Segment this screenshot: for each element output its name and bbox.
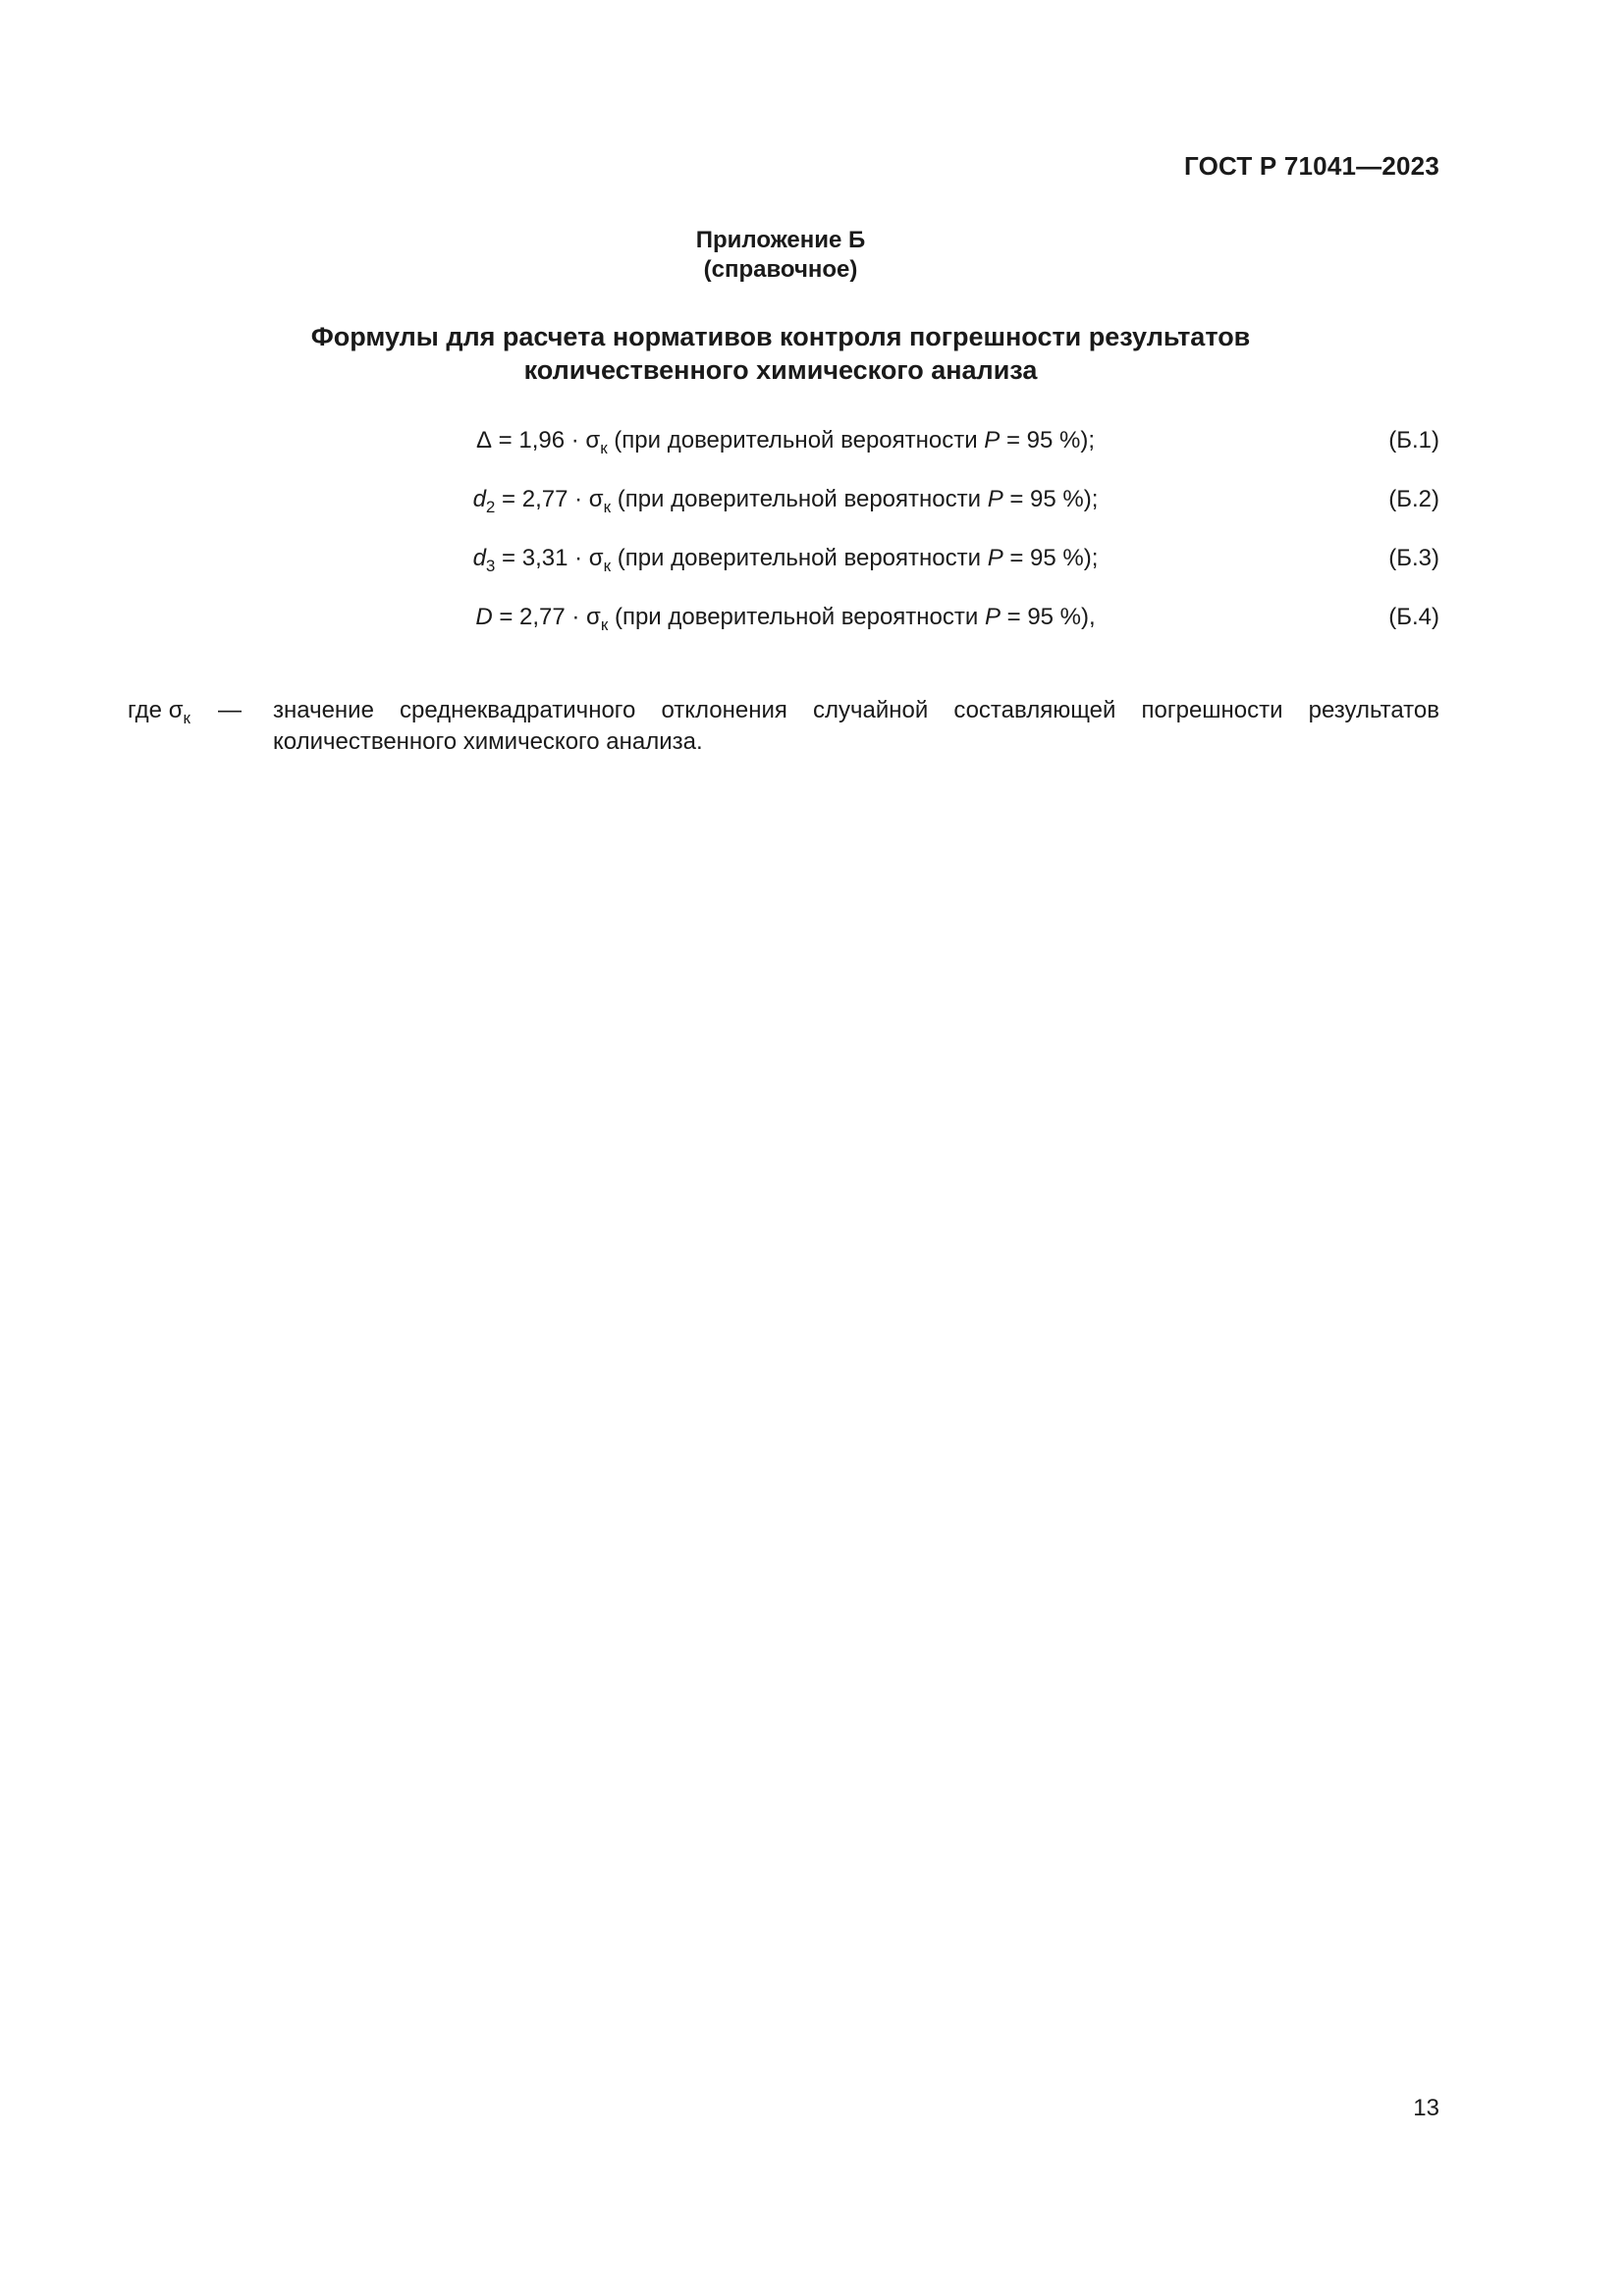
formula-expression	[442, 483, 1129, 516]
appendix-title: Приложение Б	[695, 227, 866, 253]
formula-condition-pre: (при доверительной вероятности	[607, 427, 985, 454]
formula-variable: P	[984, 427, 1001, 454]
formula-expression	[442, 424, 1129, 457]
formula-b3	[442, 542, 1439, 575]
document-code: ГОСТ Р 71041—2023	[1184, 151, 1439, 181]
where-description: значение среднеквадратичного отклонения случайной составляющей погрешности результатов количественного химического анализа.	[273, 697, 1439, 755]
where-term-text: где σ	[128, 697, 184, 723]
sigma-subscript: к	[603, 557, 612, 575]
heading-line-1: Формулы для расчета нормативов контроля погрешности результатов	[310, 322, 1251, 351]
formula-rhs: = 1,96 · σ	[492, 427, 601, 454]
formula-b2	[442, 483, 1439, 516]
formula-condition-post: = 95 %);	[1002, 486, 1099, 512]
appendix-title-block	[0, 226, 1561, 285]
where-term	[128, 695, 190, 726]
formula-variable: P	[987, 486, 1003, 512]
formula-lhs-sub: 3	[485, 557, 496, 575]
formula-number: (Б.3)	[1388, 545, 1439, 571]
sigma-subscript: к	[603, 498, 612, 516]
formula-condition-pre: (при доверительной вероятности	[611, 545, 988, 571]
formula-number: (Б.4)	[1388, 604, 1439, 630]
formula-variable: P	[987, 545, 1003, 571]
formula-rhs: = 3,31 · σ	[495, 545, 604, 571]
formula-number: (Б.2)	[1388, 486, 1439, 512]
formula-condition-pre: (при доверительной вероятности	[608, 604, 985, 630]
formula-condition-post: = 95 %),	[1000, 604, 1096, 630]
where-clause	[128, 695, 1439, 758]
formula-expression	[442, 542, 1129, 575]
formula-rhs: = 2,77 · σ	[492, 604, 601, 630]
formula-b1	[442, 424, 1439, 457]
formula-number: (Б.1)	[1388, 427, 1439, 454]
formula-condition-post: = 95 %);	[1000, 427, 1096, 454]
page-number: 13	[1413, 2095, 1439, 2121]
formula-variable: P	[984, 604, 1001, 630]
formula-b4	[442, 601, 1439, 634]
sigma-subscript: к	[600, 439, 608, 457]
formula-lhs: d	[472, 486, 486, 512]
appendix-type: (справочное)	[703, 256, 858, 283]
formula-lhs: d	[472, 545, 486, 571]
formula-lhs: D	[475, 604, 493, 630]
formula-lhs: Δ	[475, 427, 492, 454]
where-term-sub: к	[183, 709, 190, 727]
formula-expression	[442, 601, 1129, 634]
where-dash: —	[218, 697, 242, 723]
formula-condition-post: = 95 %);	[1002, 545, 1099, 571]
sigma-subscript: к	[600, 615, 609, 634]
heading-line-2: количественного химического анализа	[523, 355, 1038, 385]
formula-lhs-sub: 2	[485, 498, 496, 516]
formula-rhs: = 2,77 · σ	[495, 486, 604, 512]
appendix-heading	[0, 320, 1561, 387]
formula-condition-pre: (при доверительной вероятности	[611, 486, 988, 512]
